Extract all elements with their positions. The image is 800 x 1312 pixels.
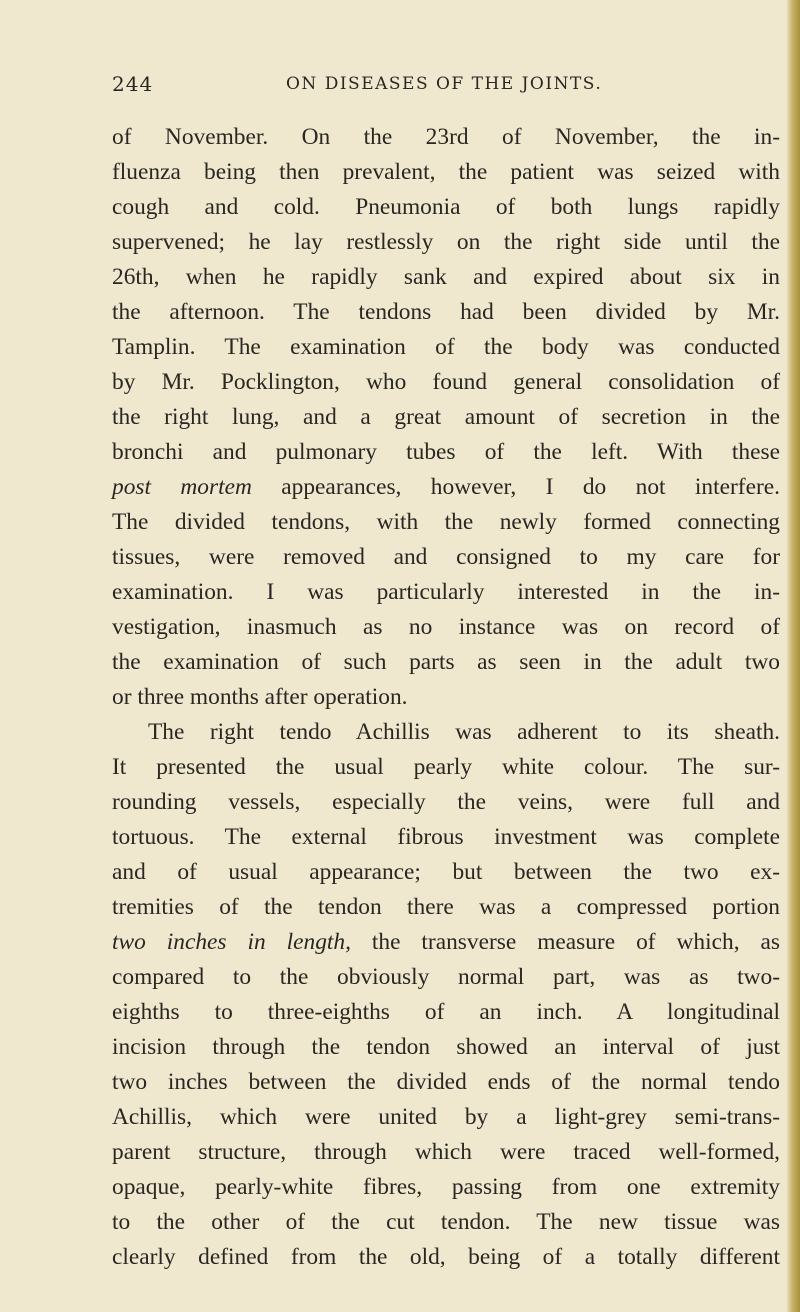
text-line (112, 260, 780, 295)
text-line (112, 540, 780, 575)
text-line (112, 365, 780, 400)
italic-phrase: two inches in length, (112, 929, 351, 955)
italic-phrase: post mortem (112, 474, 252, 500)
text-line (112, 890, 780, 925)
line-text: or three months after operation. (112, 684, 408, 710)
text-line (112, 505, 780, 540)
text-line (112, 785, 780, 820)
text-line (112, 645, 780, 680)
text-line (112, 1135, 780, 1170)
line-text: The divided tendons, with the newly formed connecting (112, 509, 780, 535)
text-line (112, 1170, 780, 1205)
line-text: by Mr. Pocklington, who found general consolidation of (112, 369, 780, 395)
text-line (112, 995, 780, 1030)
line-text: appearances, however, I do not interfere. (251, 474, 780, 500)
text-line (112, 190, 780, 225)
line-text: tortuous. The external fibrous investment was complete (112, 824, 780, 850)
line-text: 26th, when he rapidly sank and expired about six in (112, 264, 780, 290)
line-text: the examination of such parts as seen in the adult two (112, 649, 780, 675)
text-line (112, 610, 780, 645)
text-line (112, 155, 780, 190)
line-text: Achillis, which were united by a light-grey semi-trans- (112, 1104, 780, 1130)
line-text: incision through the tendon showed an interval of just (112, 1034, 780, 1060)
line-text: tissues, were removed and consigned to my care for (112, 544, 780, 570)
text-line (112, 1100, 780, 1135)
line-text: vestigation, inasmuch as no instance was on record of (112, 614, 780, 640)
text-line (112, 680, 780, 715)
line-text: It presented the usual pearly white colour. The sur- (112, 754, 780, 780)
text-line (112, 120, 780, 155)
line-text: tremities of the tendon there was a compressed portion (112, 894, 780, 920)
text-line (112, 715, 780, 750)
line-text: cough and cold. Pneumonia of both lungs rapidly (112, 194, 780, 220)
line-text: eighths to three-eighths of an inch. A longitudinal (112, 999, 780, 1025)
line-text: examination. I was particularly interested in the in- (112, 579, 780, 605)
line-text: the afternoon. The tendons had been divided by Mr. (112, 299, 780, 325)
text-line (112, 1030, 780, 1065)
text-line (112, 225, 780, 260)
running-title: ON DISEASES OF THE JOINTS. (286, 74, 603, 94)
line-text: opaque, pearly-white fibres, passing from one extremity (112, 1174, 780, 1200)
page-header (112, 72, 652, 106)
line-text: the right lung, and a great amount of secretion in the (112, 404, 780, 430)
line-text: compared to the obviously normal part, was as two- (112, 964, 780, 990)
text-line (112, 925, 780, 960)
text-line (112, 855, 780, 890)
text-line (112, 330, 780, 365)
text-line (112, 960, 780, 995)
line-text: rounding vessels, especially the veins, were full and (112, 789, 780, 815)
line-text: clearly defined from the old, being of a totally different (112, 1244, 780, 1270)
text-line (112, 400, 780, 435)
line-text: The right tendo Achillis was adherent to its sheath. (148, 719, 780, 745)
text-line (112, 1240, 780, 1275)
line-text: of November. On the 23rd of November, the in- (112, 124, 780, 150)
text-line (112, 1065, 780, 1100)
line-text: two inches between the divided ends of the normal tendo (112, 1069, 780, 1095)
text-line (112, 295, 780, 330)
text-line (112, 820, 780, 855)
line-text: and of usual appearance; but between the two ex- (112, 859, 780, 885)
line-text: fluenza being then prevalent, the patient was seized with (112, 159, 780, 185)
line-text: Tamplin. The examination of the body was conducted (112, 334, 780, 360)
body-text (112, 120, 780, 1275)
line-text: supervened; he lay restlessly on the right side until the (112, 229, 780, 255)
page-number: 244 (112, 72, 154, 96)
line-text: parent structure, through which were traced well-formed, (112, 1139, 780, 1165)
line-text: to the other of the cut tendon. The new tissue was (112, 1209, 780, 1235)
line-text: the transverse measure of which, as (350, 929, 780, 955)
text-line (112, 470, 780, 505)
text-line (112, 1205, 780, 1240)
page-edge (786, 0, 800, 1312)
text-line (112, 750, 780, 785)
text-line (112, 435, 780, 470)
text-line (112, 575, 780, 610)
line-text: bronchi and pulmonary tubes of the left. With these (112, 439, 780, 465)
